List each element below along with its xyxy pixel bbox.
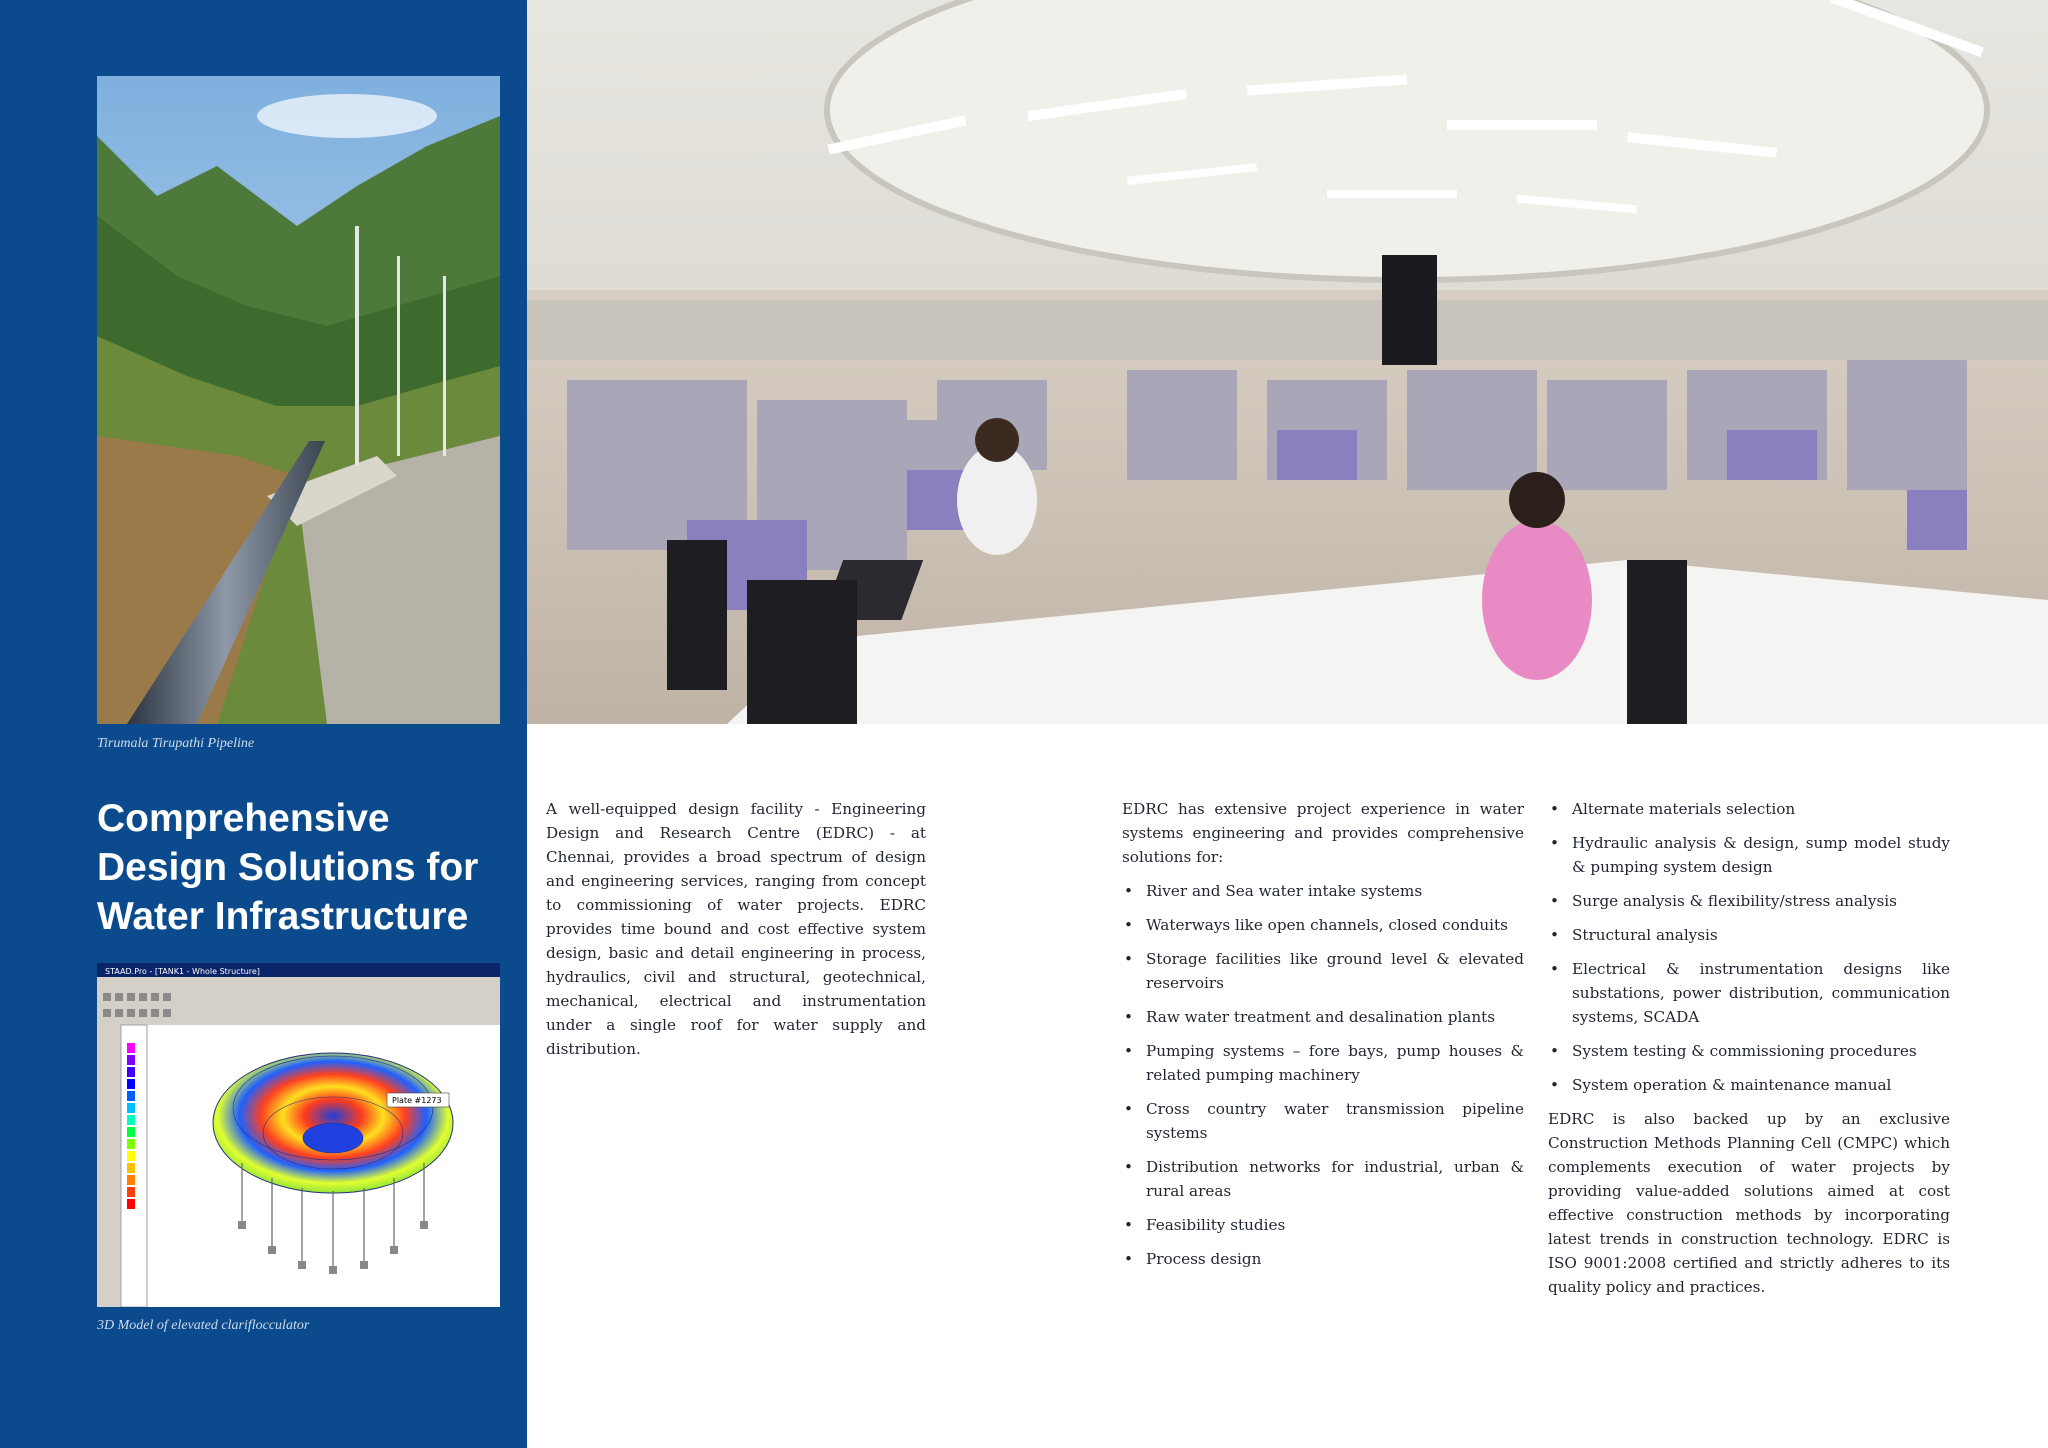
list-item: • Raw water treatment and desalination plants bbox=[1124, 1008, 1496, 1026]
page-title: Comprehensive Design Solutions for Water Infrastructure bbox=[97, 797, 479, 938]
model-caption: 3D Model of elevated clariflocculator bbox=[97, 1318, 310, 1333]
window-title: STAAD.Pro - [TANK1 - Whole Structure] bbox=[105, 967, 260, 976]
list-item: • Pumping systems – fore bays, pump houses & related pumping machinery bbox=[1124, 1042, 1524, 1084]
list-item: • Process design bbox=[1124, 1250, 1262, 1268]
solutions-continued-column bbox=[1548, 797, 1950, 1299]
pipeline-caption: Tirumala Tirupathi Pipeline bbox=[97, 736, 255, 751]
list-item: • Structural analysis bbox=[1550, 926, 1718, 944]
closing-paragraph: EDRC is also backed up by an exclusive Construction Methods Planning Cell (CMPC) which complements execution of water projects by providing value-added solutions aimed at cost effective construction methods by incorporating latest trends in construction technology. EDRC is ISO 9001:2008 certified and strictly adheres to its quality policy and practices. bbox=[1548, 1110, 1950, 1296]
list-item: • System operation & maintenance manual bbox=[1550, 1076, 1892, 1094]
office-photo bbox=[527, 0, 2048, 724]
pipeline-photo bbox=[97, 76, 500, 724]
list-item: • Feasibility studies bbox=[1124, 1216, 1286, 1234]
solutions-list bbox=[1122, 879, 1524, 1271]
solutions-continued-list bbox=[1548, 797, 1950, 1097]
list-item: • Waterways like open channels, closed conduits bbox=[1124, 916, 1508, 934]
list-item: • Cross country water transmission pipeline systems bbox=[1124, 1100, 1524, 1142]
plate-label: Plate #1273 bbox=[392, 1096, 442, 1105]
list-item: • Alternate materials selection bbox=[1550, 800, 1796, 818]
list-item: • Distribution networks for industrial, urban & rural areas bbox=[1124, 1158, 1524, 1200]
list-item: • Storage facilities like ground level & elevated reservoirs bbox=[1124, 950, 1524, 992]
intro-paragraph: A well-equipped design facility - Engineering Design and Research Centre (EDRC) - at Chennai, provides a broad spectrum of design and engineering services, ranging from concept to commissioning of water projects. EDRC provides time bound and cost effective system design, basic and detail engineering in process, hydraulics, civil and structural, geotechnical, mechanical, electrical and instrumentation under a single roof for water supply and distribution. bbox=[546, 800, 926, 1058]
list-item: • Electrical & instrumentation designs like substations, power distribution, communication systems, SCADA bbox=[1550, 960, 1950, 1026]
list-item: • System testing & commissioning procedures bbox=[1550, 1042, 1917, 1060]
intro-column bbox=[546, 797, 926, 1061]
solutions-column bbox=[1122, 797, 1524, 1281]
list-item: • Surge analysis & flexibility/stress analysis bbox=[1550, 892, 1897, 910]
staad-model-screenshot bbox=[97, 963, 500, 1307]
list-item: • Hydraulic analysis & design, sump model study & pumping system design bbox=[1550, 834, 1950, 876]
list-item: • River and Sea water intake systems bbox=[1124, 882, 1423, 900]
experience-lead: EDRC has extensive project experience in water systems engineering and provides comprehensive solutions for: bbox=[1122, 800, 1524, 866]
